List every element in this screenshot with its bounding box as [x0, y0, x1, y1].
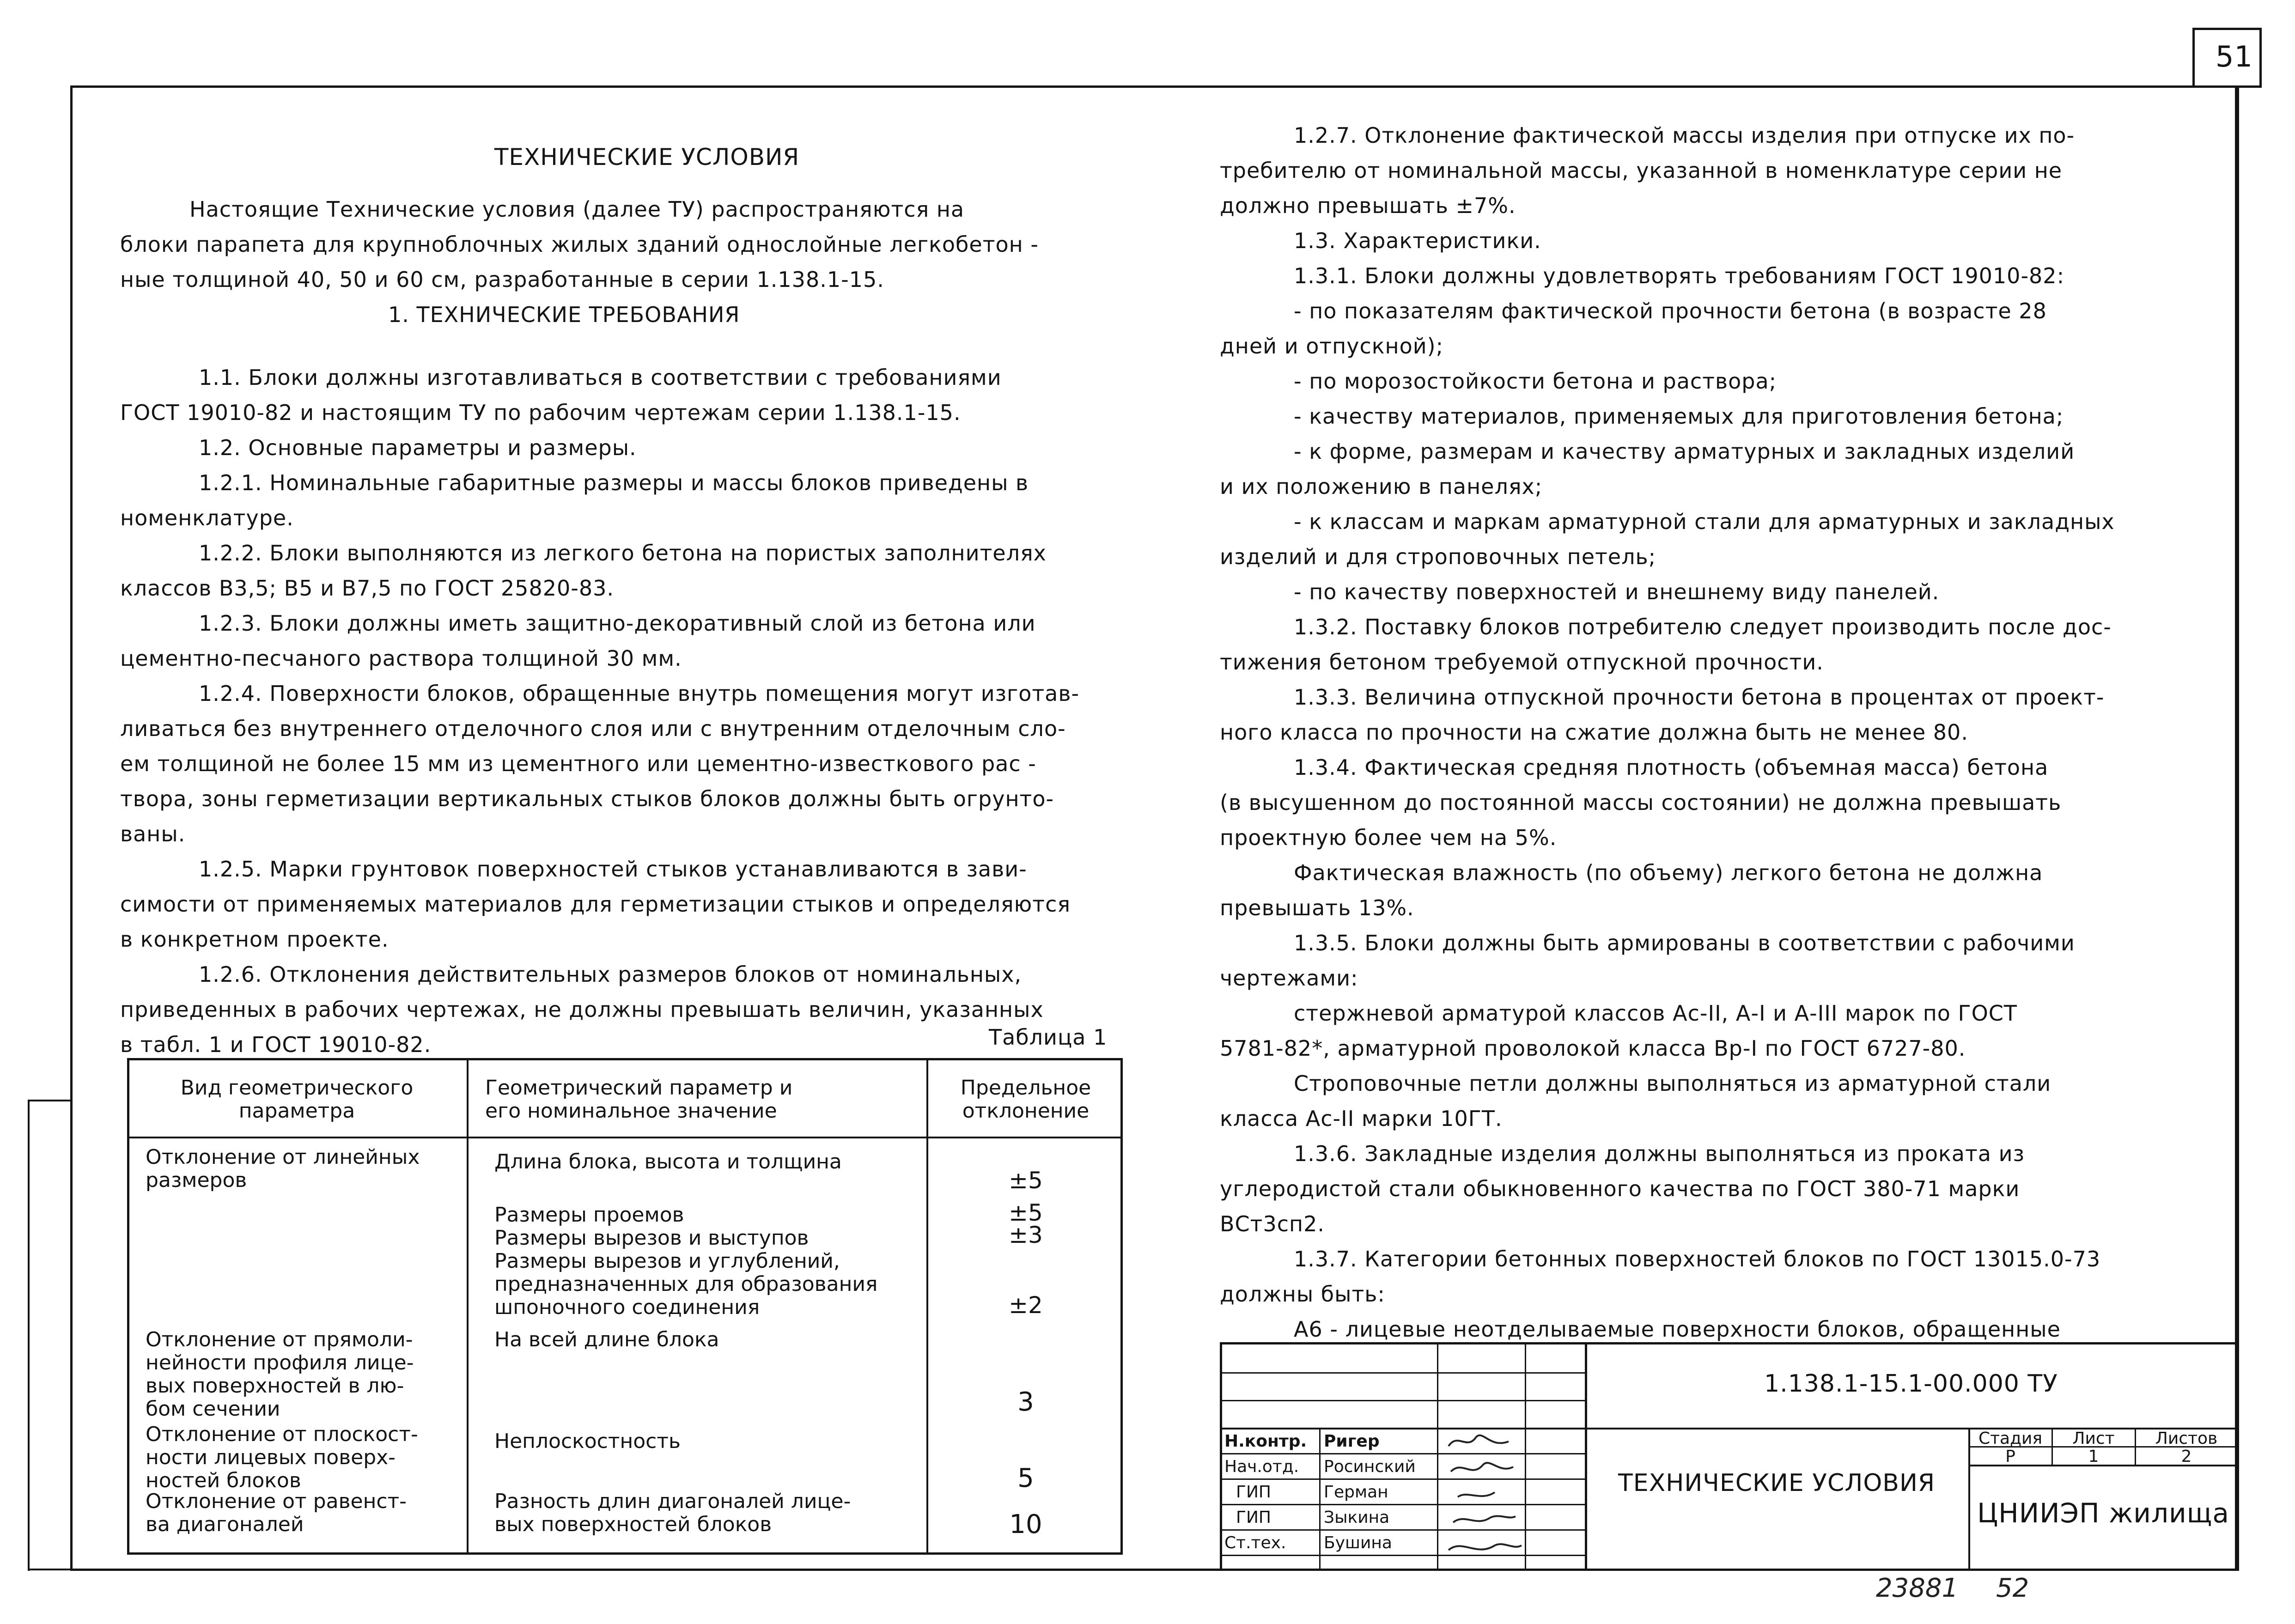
- cell-line: Неплоскостность: [494, 1429, 681, 1453]
- table-header-deviation: [929, 1077, 1123, 1123]
- sheet-value: 1: [2088, 1447, 2099, 1466]
- sheet-label: Лист: [2072, 1429, 2115, 1448]
- cell-line: размеров: [146, 1168, 247, 1192]
- left-text-column: [120, 192, 1079, 1062]
- cell-line: Разность длин диагоналей лице-: [494, 1490, 851, 1513]
- text-line: требителю от номинальной массы, указанной в номенклатуре серии не: [1220, 158, 2063, 183]
- header-line: параметра: [238, 1099, 355, 1123]
- text-line: 1.3.2. Поставку блоков потребителю следует производить после дос-: [1294, 614, 2112, 639]
- text-line: стержневой арматурой классов Ас-II, А-I и А-III марок по ГОСТ: [1294, 1001, 2018, 1026]
- text-line: углеродистой стали обыкновенного качества по ГОСТ 380-71 марки: [1220, 1176, 2020, 1201]
- archive-page: 52: [1996, 1573, 2029, 1603]
- text-line: блоки парапета для крупноблочных жилых зданий однослойные легкобетон -: [120, 232, 1039, 257]
- text-line: 1.3.5. Блоки должны быть армированы в соответствии с рабочими: [1294, 931, 2075, 955]
- text-line: Фактическая влажность (по объему) легкого бетона не должна: [1294, 860, 2043, 885]
- signature-mark: [1453, 1516, 1516, 1522]
- text-line: - по показателям фактической прочности бетона (в возрасте 28: [1294, 298, 2047, 323]
- text-line: 1.1. Блоки должны изготавливаться в соответствии с требованиями: [199, 365, 1002, 390]
- text-line: - по качеству поверхностей и внешнему виду панелей.: [1294, 579, 1940, 604]
- stamp-role: Ст.тех.: [1224, 1533, 1286, 1552]
- table-cell-param: [494, 1227, 809, 1250]
- text-line: 1.2.1. Номинальные габаритные размеры и массы блоков приведены в: [199, 470, 1029, 495]
- text-line: 1.3.6. Закладные изделия должны выполняться из проката из: [1294, 1141, 2025, 1166]
- cell-line: На всей длине блока: [494, 1328, 719, 1351]
- table-cell-kind: [146, 1328, 414, 1421]
- table-cell-kind: [146, 1146, 420, 1192]
- text-line: ем толщиной не более 15 мм из цементного или цементно-известкового рас -: [120, 751, 1036, 776]
- stamp-name: Росинский: [1324, 1457, 1416, 1476]
- stamp-col-line: [1319, 1428, 1321, 1571]
- table-cell-deviation: ±5: [1009, 1167, 1043, 1194]
- table-cell-deviation: 5: [1017, 1463, 1034, 1493]
- stamp-row-line: [1220, 1372, 1585, 1374]
- section-heading: 1. ТЕХНИЧЕСКИЕ ТРЕБОВАНИЯ: [388, 302, 740, 327]
- page-title: ТЕХНИЧЕСКИЕ УСЛОВИЯ: [494, 144, 800, 170]
- header-line: отклонение: [962, 1099, 1090, 1123]
- text-line: 1.2. Основные параметры и размеры.: [199, 435, 637, 460]
- text-line: - к классам и маркам арматурной стали для арматурных и закладных: [1294, 509, 2115, 534]
- text-line: цементно-песчаного раствора толщиной 30 мм.: [120, 646, 682, 671]
- stage-label: Стадия: [1978, 1429, 2043, 1448]
- cell-line: шпоночного соединения: [494, 1296, 760, 1319]
- text-line: приведенных в рабочих чертежах, не должны превышать величин, указанных: [120, 997, 1044, 1022]
- text-line: 1.2.4. Поверхности блоков, обращенные внутрь помещения могут изготав-: [199, 681, 1080, 706]
- cell-line: ва диагоналей: [146, 1513, 304, 1536]
- stamp-row-line: [1220, 1400, 1585, 1401]
- text-line: - по морозостойкости бетона и раствора;: [1294, 369, 1777, 394]
- header-line: Предельное: [960, 1076, 1091, 1100]
- cell-line: предназначенных для образования: [494, 1272, 878, 1296]
- table-cell-param: [494, 1150, 842, 1174]
- table-cell-deviation: ±5: [1009, 1199, 1043, 1226]
- text-line: 1.3. Характеристики.: [1294, 228, 1541, 253]
- cell-line: Размеры вырезов и выступов: [494, 1226, 809, 1250]
- text-line: должно превышать ±7%.: [1220, 193, 1516, 218]
- page-number: 51: [2216, 40, 2253, 73]
- text-line: ливаться без внутреннего отделочного слоя или с внутренним отделочным сло-: [120, 716, 1066, 741]
- text-line: превышать 13%.: [1220, 895, 1414, 920]
- stamp-row-line: [1220, 1453, 1585, 1454]
- text-line: - качеству материалов, применяемых для приготовления бетона;: [1294, 404, 2064, 429]
- table-col-divider: [926, 1058, 928, 1555]
- text-line: - к форме, размерам и качеству арматурных и закладных изделий: [1294, 439, 2075, 464]
- stamp-row-line: [1220, 1555, 1585, 1556]
- text-line: 1.2.5. Марки грунтовок поверхностей стыков устанавливаются в зави-: [199, 857, 1027, 882]
- stamp-role: ГИП: [1236, 1483, 1271, 1502]
- margin-tick: [28, 1569, 70, 1570]
- right-text-column: [1220, 118, 2115, 1347]
- table-cell-deviation: 3: [1017, 1387, 1034, 1417]
- cell-line: вых поверхностей в лю-: [146, 1374, 404, 1398]
- header-line: Геометрический параметр и: [485, 1076, 793, 1100]
- cell-line: Отклонение от плоскост-: [146, 1423, 418, 1446]
- cell-line: Размеры вырезов и углублений,: [494, 1249, 840, 1273]
- text-line: 1.3.3. Величина отпускной прочности бетона в процентах от проект-: [1294, 685, 2105, 710]
- cell-line: Отклонение от линейных: [146, 1145, 420, 1169]
- text-line: симости от применяемых материалов для герметизации стыков и определяются: [120, 892, 1071, 917]
- table-cell-deviation: ±2: [1009, 1292, 1043, 1319]
- archive-number: 23881: [1876, 1573, 1959, 1603]
- cell-line: Отклонение от прямоли-: [146, 1328, 413, 1351]
- right-edge-line: [2237, 85, 2239, 1571]
- text-line: ные толщиной 40, 50 и 60 см, разработанные в серии 1.138.1-15.: [120, 267, 884, 292]
- text-line: номенклатуре.: [120, 505, 294, 530]
- stamp-name: Зыкина: [1324, 1508, 1390, 1527]
- table-cell-kind: [146, 1423, 418, 1492]
- table-cell-param: [494, 1490, 851, 1536]
- cell-line: Длина блока, высота и толщина: [494, 1150, 842, 1174]
- text-line: проектную более чем на 5%.: [1220, 825, 1557, 850]
- table-header-param: [485, 1077, 792, 1123]
- stamp-name: Ригер: [1324, 1432, 1380, 1451]
- text-line: Настоящие Технические условия (далее ТУ) распространяются на: [189, 197, 965, 222]
- stage-value: Р: [2005, 1447, 2015, 1466]
- text-line: 5781-82*, арматурной проволокой класса Вр-I по ГОСТ 6727-80.: [1220, 1036, 1966, 1061]
- signature-mark: [1451, 1463, 1513, 1472]
- table-header-divider: [127, 1137, 1123, 1138]
- text-line: (в высушенном до постоянной массы состоянии) не должна превышать: [1220, 790, 2062, 815]
- cell-line: Отклонение от равенст-: [146, 1490, 407, 1513]
- table-cell-param: [494, 1204, 684, 1227]
- text-line: 1.3.1. Блоки должны удовлетворять требованиям ГОСТ 19010-82:: [1294, 263, 2065, 288]
- stamp-row-line: [1220, 1504, 1585, 1505]
- signature-mark: [1449, 1544, 1522, 1550]
- text-line: ного класса по прочности на сжатие должна быть не менее 80.: [1220, 720, 1968, 745]
- cell-line: вых поверхностей блоков: [494, 1513, 772, 1536]
- signature-mark: [1449, 1435, 1509, 1446]
- header-line: Вид геометрического: [180, 1076, 414, 1100]
- table-cell-kind: [146, 1490, 407, 1536]
- signatures: [1439, 1428, 1525, 1571]
- text-line: дней и отпускной);: [1220, 334, 1444, 359]
- text-line: Строповочные петли должны выполняться из арматурной стали: [1294, 1071, 2051, 1096]
- stamp-role: ГИП: [1236, 1508, 1271, 1527]
- sheets-value: 2: [2181, 1447, 2192, 1466]
- stamp-role: Нач.отд.: [1224, 1457, 1299, 1476]
- text-line: А6 - лицевые неотделываемые поверхности блоков, обращенные: [1294, 1317, 2061, 1342]
- document-title: ТЕХНИЧЕСКИЕ УСЛОВИЯ: [1618, 1469, 1935, 1497]
- text-line: в табл. 1 и ГОСТ 19010-82.: [120, 1032, 432, 1057]
- cell-line: бом сечении: [146, 1397, 280, 1421]
- cell-line: Размеры проемов: [494, 1203, 684, 1227]
- table-col-divider: [467, 1058, 469, 1555]
- text-line: 1.2.2. Блоки выполняются из легкого бетона на пористых заполнителях: [199, 541, 1047, 566]
- text-line: ГОСТ 19010-82 и настоящим ТУ по рабочим чертежам серии 1.138.1-15.: [120, 400, 961, 425]
- text-line: в конкретном проекте.: [120, 927, 389, 952]
- text-line: чертежами:: [1220, 966, 1358, 991]
- header-line: его номинальное значение: [485, 1099, 777, 1123]
- text-line: и их положению в панелях;: [1220, 474, 1543, 499]
- cell-line: ностей блоков: [146, 1469, 301, 1492]
- stamp-row-line: [1220, 1529, 1585, 1531]
- text-line: 1.3.7. Категории бетонных поверхностей блоков по ГОСТ 13015.0-73: [1294, 1247, 2101, 1271]
- text-line: класса Ас-II марки 10ГТ.: [1220, 1106, 1503, 1131]
- cell-line: ности лицевых поверх-: [146, 1446, 396, 1469]
- stamp-row-line: [1220, 1478, 1585, 1480]
- table-cell-param: [494, 1328, 719, 1351]
- table-cell-deviation: ±3: [1009, 1222, 1043, 1248]
- text-line: ваны.: [120, 821, 186, 846]
- text-line: 1.3.4. Фактическая средняя плотность (объемная масса) бетона: [1294, 755, 2049, 780]
- cell-line: нейности профиля лице-: [146, 1351, 414, 1375]
- sheets-label: Листов: [2155, 1429, 2218, 1448]
- text-line: ВСт3сп2.: [1220, 1211, 1325, 1236]
- stamp-row-line: [1220, 1428, 1585, 1429]
- document-code: 1.138.1-15.1-00.000 ТУ: [1764, 1370, 2058, 1398]
- text-line: 1.2.6. Отклонения действительных размеров блоков от номинальных,: [199, 962, 1022, 987]
- text-line: изделий и для строповочных петель;: [1220, 544, 1656, 569]
- margin-tick: [28, 1100, 30, 1571]
- text-line: классов В3,5; В5 и В7,5 по ГОСТ 25820-83.: [120, 576, 614, 601]
- table-cell-param: [494, 1250, 877, 1319]
- stamp-col-line: [1525, 1342, 1526, 1571]
- stamp-name: Герман: [1324, 1483, 1388, 1502]
- text-line: тижения бетоном требуемой отпускной прочности.: [1220, 650, 1824, 675]
- organization-name: ЦНИИЭП жилища: [1977, 1497, 2229, 1529]
- signature-mark: [1458, 1492, 1495, 1497]
- text-line: должны быть:: [1220, 1282, 1385, 1307]
- margin-tick: [28, 1100, 70, 1101]
- stamp-role: Н.контр.: [1224, 1432, 1307, 1451]
- text-line: 1.2.7. Отклонение фактической массы изделия при отпуске их по-: [1294, 123, 2075, 148]
- table-caption: Таблица 1: [989, 1025, 1108, 1050]
- text-line: 1.2.3. Блоки должны иметь защитно-декоративный слой из бетона или: [199, 611, 1036, 636]
- stamp-name: Бушина: [1324, 1533, 1392, 1552]
- table-cell-param: [494, 1430, 681, 1453]
- text-line: твора, зоны герметизации вертикальных стыков блоков должны быть огрунто-: [120, 786, 1054, 811]
- stamp-col-line: [1437, 1342, 1438, 1571]
- table-cell-deviation: 10: [1009, 1509, 1042, 1539]
- table-header-kind: [129, 1077, 464, 1123]
